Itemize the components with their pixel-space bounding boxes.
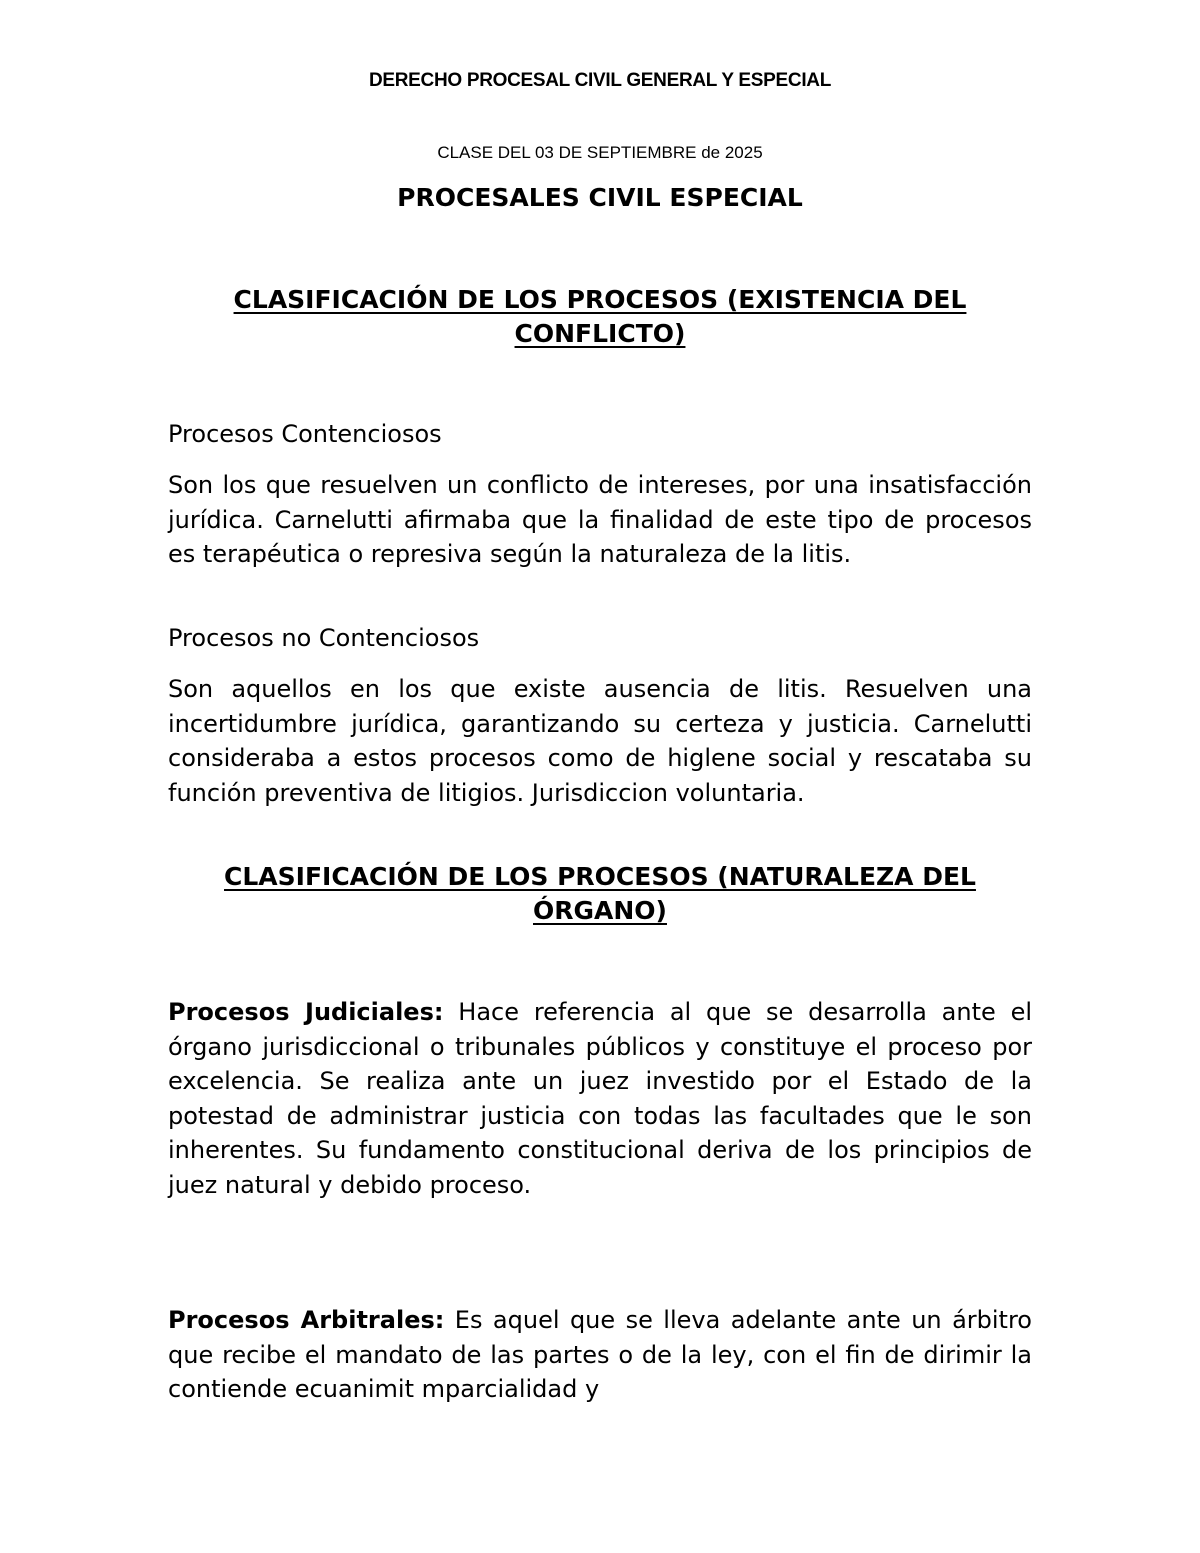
non-contentious-title: Procesos no Contenciosos [168, 624, 480, 652]
course-title: DERECHO PROCESAL CIVIL GENERAL Y ESPECIAL [368, 70, 832, 91]
class-date: CLASE DEL 03 DE SEPTIEMBRE de 2025 [437, 143, 763, 162]
arbitral-text: Es aquel que se lleva adelante ante un árbitro que recibe el mandato de las partes o de la ley, con el fin de dirimir la contiende ecuanimit mparcialidad y [168, 1306, 1032, 1403]
judicial-text: Hace referencia al que se desarrolla ante el órgano jurisdiccional o tribunales públicos y constituye el proceso por excelencia. Se realiza ante un juez investido por el Estado de la potestad de administrar justicia con todas las facultades que le son inherentes. Su fundamento constitucional deriva de los principios de juez natural y debido proceso. [168, 998, 1033, 1199]
contentious-paragraph: Son los que resuelven un conflicto de intereses, por una insatisfacción jurídica. Carnelutti afirmaba que la finalidad de este tipo de procesos es terapéutica o represiva según la naturaleza de la litis. [168, 471, 1032, 568]
arbitral-term: Procesos Arbitrales: [168, 1306, 445, 1334]
contentious-title: Procesos Contenciosos [168, 420, 442, 448]
section-heading-existence: CLASIFICACIÓN DE LOS PROCESOS (EXISTENCIA DEL CONFLICTO) [233, 285, 967, 348]
judicial-paragraph [168, 995, 1032, 1202]
non-contentious-paragraph: Son aquellos en los que existe ausencia de litis. Resuelven una incertidumbre jurídica, garantizando su certeza y justicia. Carnelutti consideraba a estos procesos como de higlene social y rescataba su función preventiva de litigios. Jurisdiccion voluntaria. [168, 675, 1032, 807]
arbitral-paragraph [168, 1303, 1032, 1407]
document-title: PROCESALES CIVIL ESPECIAL [397, 183, 803, 212]
judicial-term: Procesos Judiciales: [168, 998, 444, 1026]
section-heading-organ: CLASIFICACIÓN DE LOS PROCESOS (NATURALEZA DEL ÓRGANO) [224, 862, 976, 925]
